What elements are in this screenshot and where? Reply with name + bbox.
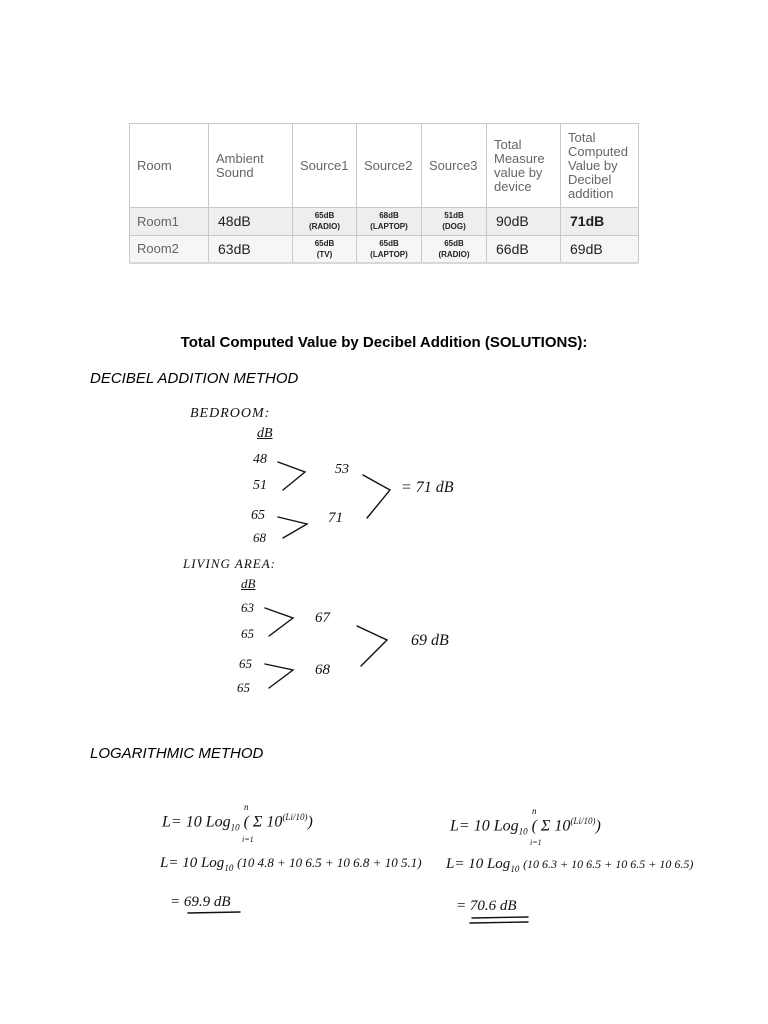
table-bottom-rule — [129, 262, 638, 264]
bedroom-bracket-2 — [278, 517, 307, 538]
living-value: 65 — [237, 680, 250, 695]
living-pair-result: 67 — [315, 610, 330, 626]
bedroom-pair-result: 53 — [335, 462, 349, 477]
addition-worksheet — [175, 400, 545, 710]
room-name: Room1 — [130, 208, 209, 236]
living-value: 63 — [241, 600, 254, 615]
formula-text: L= 10 Log — [450, 817, 519, 835]
bedroom-value: 51 — [253, 478, 267, 493]
living-bracket-3 — [357, 626, 387, 666]
right-answer-underline-2 — [470, 922, 528, 923]
living-result: 69 dB — [411, 632, 449, 649]
close-paren: ) — [307, 813, 313, 831]
sum-text: ( Σ 10 — [243, 813, 283, 831]
log-worksheet — [130, 780, 694, 990]
ambient-value: 63dB — [209, 235, 293, 263]
formula-text: L= 10 Log — [160, 855, 225, 871]
expanded-terms: (10 6.3 + 10 6.5 + 10 6.5 + 10 6.5) — [523, 857, 694, 871]
header-ambient-sound: Ambient Sound — [209, 124, 293, 208]
source2-cell — [357, 235, 422, 263]
room-sound-table — [129, 123, 639, 263]
header-source3: Source3 — [422, 124, 487, 208]
source-label: (LAPTOP) — [370, 222, 408, 232]
table-row — [130, 235, 639, 263]
expanded-terms: (10 4.8 + 10 6.5 + 10 6.8 + 10 5.1) — [237, 855, 422, 870]
sum-upper-limit: n — [244, 802, 249, 812]
formula-text: L= 10 Log — [162, 813, 231, 831]
bedroom-value: 48 — [253, 452, 267, 467]
header-source2: Source2 — [357, 124, 422, 208]
bedroom-result: = 71 dB — [401, 479, 454, 496]
sum-lower-limit: i=1 — [530, 838, 542, 847]
header-room: Room — [130, 124, 209, 208]
log-underline-strokes — [130, 780, 650, 990]
living-heading: LIVING AREA: — [183, 556, 276, 571]
measured-value: 66dB — [487, 235, 561, 263]
left-answer-underline — [188, 912, 240, 913]
source2-cell — [357, 208, 422, 236]
living-bracket-2 — [265, 664, 293, 688]
section-logarithmic: LOGARITHMIC METHOD — [90, 745, 264, 762]
log-subscript: 10 — [510, 864, 520, 874]
bedroom-bracket-3 — [363, 475, 390, 518]
log-subscript: 10 — [230, 822, 240, 833]
log-right-answer: = 70.6 dB — [456, 898, 517, 914]
living-pair-result: 68 — [315, 662, 330, 678]
log-left-answer: = 69.9 dB — [170, 894, 231, 910]
source3-cell — [422, 235, 487, 263]
header-total-computed: Total Computed Value by Decibel addition — [561, 124, 639, 208]
solutions-title: Total Computed Value by Decibel Addition (SOLUTIONS): — [180, 334, 588, 351]
close-paren: ) — [595, 817, 601, 835]
header-total-measured: Total Measure value by device — [487, 124, 561, 208]
source1-cell — [293, 208, 357, 236]
source-label: (TV) — [316, 249, 333, 259]
source-label: (LAPTOP) — [370, 249, 408, 259]
living-unit: dB — [241, 576, 256, 591]
source-label: (DOG) — [442, 222, 466, 232]
sum-lower-limit: i=1 — [242, 835, 254, 844]
header-source1: Source1 — [293, 124, 357, 208]
log-subscript: 10 — [224, 863, 234, 873]
room-name: Room2 — [130, 235, 209, 263]
bedroom-pair-result: 71 — [328, 510, 343, 526]
computed-value: 69dB — [561, 235, 639, 263]
bedroom-unit: dB — [257, 426, 273, 441]
living-value: 65 — [241, 626, 254, 641]
source-label: (RADIO) — [308, 222, 341, 232]
bedroom-heading: BEDROOM: — [190, 406, 271, 421]
sum-upper-limit: n — [532, 806, 537, 816]
source-value: 68dB — [379, 211, 399, 221]
bedroom-value: 68 — [253, 530, 266, 545]
sum-exponent: (Li/10) — [282, 812, 308, 822]
source-value: 51dB — [444, 211, 464, 221]
sum-exponent: (Li/10) — [570, 816, 596, 826]
right-answer-underline-1 — [472, 917, 528, 918]
living-bracket-1 — [265, 608, 293, 636]
source3-cell — [422, 208, 487, 236]
source1-cell — [293, 235, 357, 263]
measured-value: 90dB — [487, 208, 561, 236]
log-subscript: 10 — [518, 826, 528, 837]
bedroom-bracket-1 — [278, 462, 305, 490]
computed-value: 71dB — [561, 208, 639, 236]
addition-connector-strokes — [175, 400, 545, 710]
source-value: 65dB — [379, 238, 399, 248]
ambient-value: 48dB — [209, 208, 293, 236]
table-row — [130, 208, 639, 236]
source-value: 65dB — [444, 238, 464, 248]
source-value: 65dB — [314, 211, 335, 221]
formula-text: L= 10 Log — [446, 856, 511, 872]
sum-text: ( Σ 10 — [531, 817, 571, 835]
source-label: (RADIO) — [438, 249, 470, 259]
living-value: 65 — [239, 656, 252, 671]
source-value: 65dB — [314, 238, 335, 248]
table-header-row — [130, 124, 639, 208]
bedroom-value: 65 — [251, 508, 265, 523]
section-decibel-addition: DECIBEL ADDITION METHOD — [90, 370, 299, 387]
